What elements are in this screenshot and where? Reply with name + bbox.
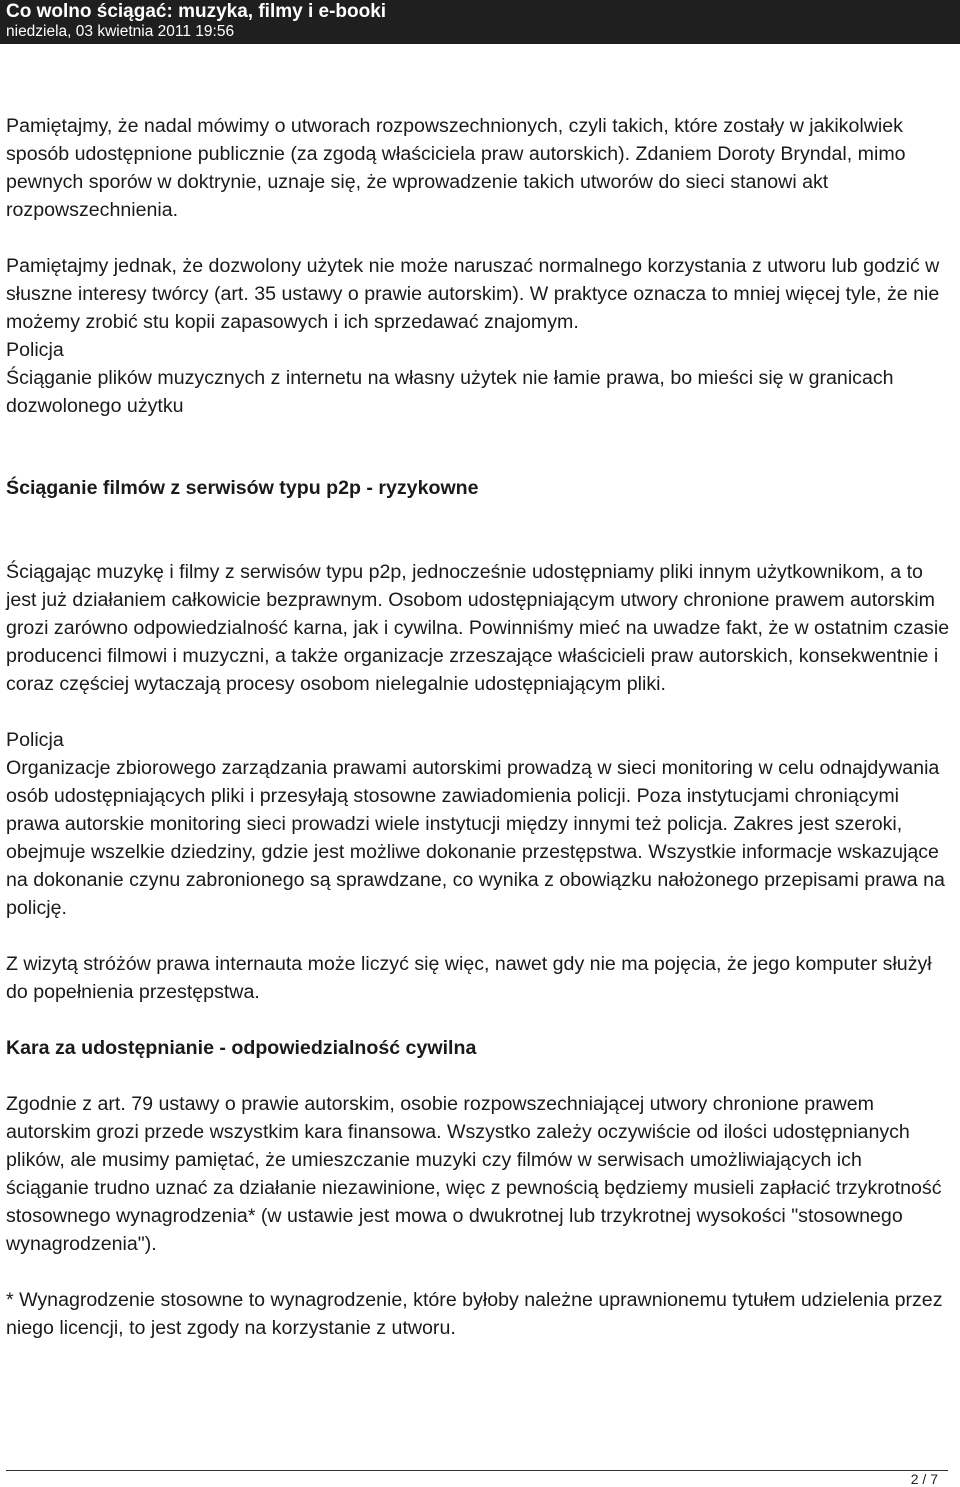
article-title: Co wolno ściągać: muzyka, filmy i e-booki <box>6 1 387 22</box>
policja-label: Policja <box>6 339 64 361</box>
paragraph: Pamiętajmy jednak, że dozwolony użytek nie może naruszać normalnego korzystania z utworu lub godzić w słuszne interesy twórcy (art. 35 ustawy o prawie autorskim). W praktyce oznacza to mniej więcej tyle, że nie możemy zrobić stu kopii zapasowych i ich sprzedawać znajomym. <box>6 255 940 333</box>
paragraph: Organizacje zbiorowego zarządzania prawami autorskimi prowadzą w sieci monitoring w celu odnajdywania osób udostępniających pliki i przesyłają stosowne zawiadomienia policji. Poza instytucjami chroniącymi prawa autorskie monitoring sieci prowadzi wiele instytucji między innymi też policja. Zakres jest szeroki, obejmuje wszelkie dziedziny, gdzie jest możliwe dokonanie przestępstwa. Wszystkie informacje wskazujące na dokonanie czynu zabronionego są sprawdzane, co wynika z obowiązku nałożonego przepisami prawa na policję. <box>6 757 945 919</box>
footnote: * Wynagrodzenie stosowne to wynagrodzenie, które byłoby należne uprawnionemu tytułem udzielenia przez niego licencji, to jest zgody na korzystanie z utworu. <box>6 1289 943 1339</box>
page-number: 2 / 7 <box>910 1471 938 1487</box>
paragraph: Ściągając muzykę i filmy z serwisów typu p2p, jednocześnie udostępniamy pliki innym użytkownikom, a to jest już działaniem całkowicie bezprawnym. Osobom udostępniającym utwory chronione prawem autorskim grozi zarówno odpowiedzialność karna, jak i cywilna. Powinniśmy mieć na uwadze fakt, że w ostatnim czasie producenci filmowi i muzyczni, a także organizacje zrzeszające właścicieli praw autorskich, konsekwentnie i coraz częściej wytaczają procesy osobom nielegalnie udostępniającym pliki. <box>6 561 950 695</box>
paragraph: Zgodnie z art. 79 ustawy o prawie autorskim, osobie rozpowszechniającej utwory chronione prawem autorskim grozi przede wszystkim kara finansowa. Wszystko zależy oczywiście od ilości udostępnianych plików, ale musimy pamiętać, że umieszczanie muzyki czy filmów w serwisach umożliwiających ich ściąganie trudno uznać za działanie niezawinione, więc z pewnością będziemy musieli zapłacić trzykrotność stosownego wynagrodzenia* (w ustawie jest mowa o dwukrotnej lub trzykrotnej wysokości "stosownego wynagrodzenia"). <box>6 1093 942 1255</box>
policja-label: Policja <box>6 729 64 751</box>
article-body <box>6 112 950 1342</box>
paragraph: Pamiętajmy, że nadal mówimy o utworach rozpowszechnionych, czyli takich, które zostały w jakikolwiek sposób udostępnione publicznie (za zgodą właściciela praw autorskich). Zdaniem Doroty Bryndal, mimo pewnych sporów w doktrynie, uznaje się, że wprowadzenie takich utworów do sieci stanowi akt rozpowszechnienia. <box>6 115 906 221</box>
section-heading: Ściąganie filmów z serwisów typu p2p - ryzykowne <box>6 477 479 499</box>
section-heading: Kara za udostępnianie - odpowiedzialność cywilna <box>6 1037 477 1059</box>
article-date: niedziela, 03 kwietnia 2011 19:56 <box>6 23 235 40</box>
footer-divider <box>6 1470 948 1471</box>
paragraph: Ściąganie plików muzycznych z internetu na własny użytek nie łamie prawa, bo mieści się w granicach dozwolonego użytku <box>6 367 894 417</box>
paragraph: Z wizytą stróżów prawa internauta może liczyć się więc, nawet gdy nie ma pojęcia, że jego komputer służył do popełnienia przestępstwa. <box>6 953 932 1003</box>
document-header <box>0 0 960 44</box>
